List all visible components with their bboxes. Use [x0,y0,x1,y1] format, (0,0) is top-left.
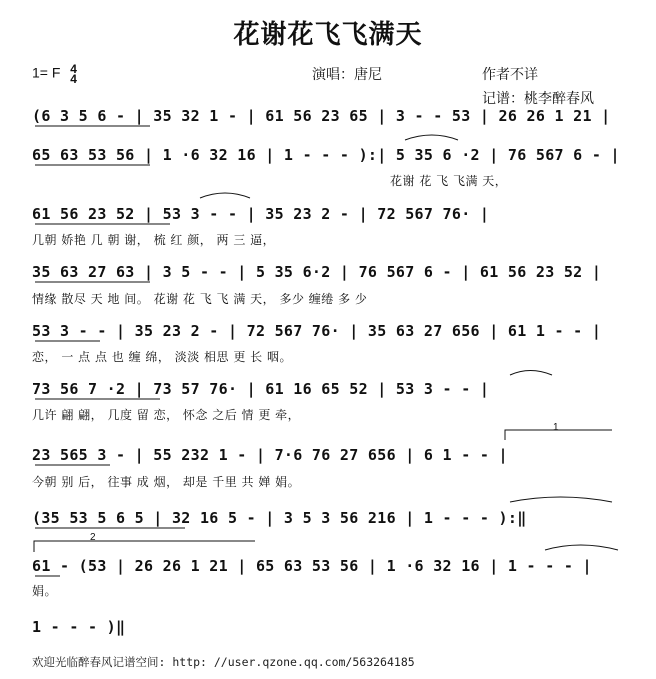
score-line-10-notes: 1 - - - )‖ [32,618,126,636]
key-label: 1= F [32,64,61,81]
score-line-7-notes: 23 565 3 - | 55 232 1 - | 7·6 76 27 656 | 6 1 - - | [32,446,508,464]
score-line-3-notes: 61 56 23 52 | 53 3 - - | 35 23 2 - | 72 567 76· | [32,205,490,223]
score-line-4-notes: 35 63 27 63 | 3 5 - - | 5 35 6·2 | 76 567 6 - | 61 56 23 52 | [32,263,602,281]
score-line-1-notes: (6 3 5 6 - | 35 32 1 - | 61 56 23 65 | 3 - - 53 | 26 26 1 21 | [32,107,611,125]
score-line-5-lyrics: 恋， 一 点 点 也 缠 绵， 淡淡 相思 更 长 咽。 [32,350,292,364]
footer-note: 欢迎光临醉春风记谱空间: http: //user.qzone.qq.com/563264185 [32,655,415,669]
score-line-2-notes: 65 63 53 56 | 1 ·6 32 16 | 1 - - - ):| 5 35 6 ·2 | 76 567 6 - | [32,146,620,164]
score-line-9-lyrics: 娟。 [32,584,58,598]
score-line-5-notes: 53 3 - - | 35 23 2 - | 72 567 76· | 35 63 27 656 | 61 1 - - | [32,322,602,340]
volta-2-label: 2 [90,532,96,543]
score-line-2-lyrics: 花谢 花 飞 飞满 天， [390,174,508,188]
page-title: 花谢花飞飞满天 [233,20,423,50]
score-line-4-lyrics: 情缘 散尽 天 地 间。 花谢 花 飞 飞 满 天， 多少 缠绻 多 少 [32,292,368,306]
slur-line-9 [545,545,618,550]
composer-credit: 作者不详 [482,66,538,82]
score-line-6-notes: 73 56 7 ·2 | 73 57 76· | 61 16 65 52 | 53 3 - - | [32,380,490,398]
score-line-8-notes: (35 53 5 6 5 | 32 16 5 - | 3 5 3 56 216 | 1 - - - ):‖ [32,509,527,527]
volta-2-bracket [34,541,255,552]
singer-credit: 演唱：唐尼 [312,66,382,82]
volta-1-bracket [505,430,612,440]
score-line-9-notes: 61 - (53 | 26 26 1 21 | 65 63 53 56 | 1 ·6 32 16 | 1 - - - | [32,557,592,575]
slur-line-3 [200,193,250,198]
time-signature-top: 4 [70,62,77,76]
time-signature-bottom: 4 [70,72,77,86]
transcriber-credit: 记谱：桃李醉春风 [482,90,594,106]
score-line-3-lyrics: 几朝 娇艳 几 朝 谢， 梳 红 颜， 两 三 逼， [32,233,276,247]
volta-1-label: 1 [553,422,559,433]
score-line-7-lyrics: 今朝 别 后， 往事 成 烟， 却是 千里 共 婵 娟。 [32,475,301,489]
slur-line-6 [510,371,552,376]
slur-line-8 [510,497,612,502]
score-line-6-lyrics: 几许 翩 翩， 几度 留 恋， 怀念 之后 情 更 牵， [32,408,301,422]
slur-line-2 [405,135,458,140]
